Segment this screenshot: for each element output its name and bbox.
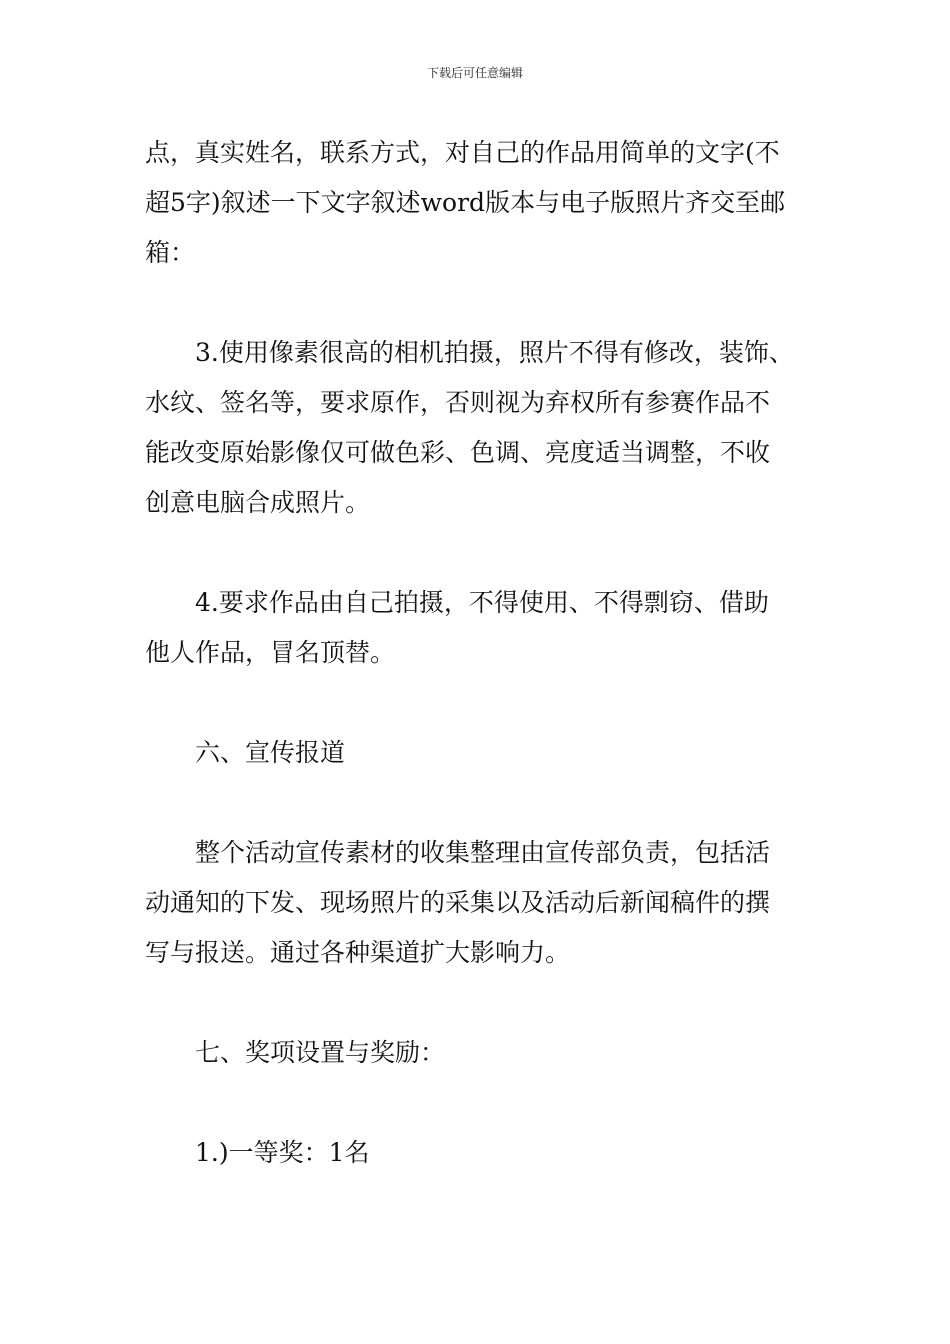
paragraph-gap bbox=[145, 1078, 815, 1128]
text-line: 箱： bbox=[145, 238, 196, 267]
paragraph bbox=[145, 328, 815, 528]
page-header: 下载后可任意编辑 bbox=[426, 66, 523, 80]
text-line: 能改变原始影像仅可做色彩、色调、亮度适当调整，不收 bbox=[145, 438, 771, 467]
paragraph bbox=[145, 578, 815, 678]
document-body bbox=[145, 128, 815, 1178]
paragraph bbox=[145, 128, 815, 278]
text-line: 整个活动宣传素材的收集整理由宣传部负责，包括活 bbox=[195, 838, 771, 867]
text-line: 超5字)叙述一下文字叙述word版本与电子版照片齐交至邮 bbox=[145, 188, 786, 217]
text-line: 1.)一等奖：1名 bbox=[195, 1138, 370, 1167]
paragraph-gap bbox=[145, 278, 815, 328]
text-line: 他人作品，冒名顶替。 bbox=[145, 638, 396, 667]
text-line: 3.使用像素很高的相机拍摄，照片不得有修改，装饰、 bbox=[195, 338, 794, 367]
section-heading bbox=[145, 728, 815, 778]
text-line: 4.要求作品由自己拍摄，不得使用、不得剽窃、借助 bbox=[195, 588, 769, 617]
heading-line: 六、宣传报道 bbox=[195, 738, 346, 767]
text-line: 写与报送。通过各种渠道扩大影响力。 bbox=[145, 938, 571, 967]
paragraph-gap bbox=[145, 528, 815, 578]
text-line: 动通知的下发、现场照片的采集以及活动后新闻稿件的撰 bbox=[145, 888, 771, 917]
paragraph-gap bbox=[145, 778, 815, 828]
text-line: 水纹、签名等，要求原作，否则视为弃权所有参赛作品不 bbox=[145, 388, 771, 417]
paragraph-gap bbox=[145, 978, 815, 1028]
text-line: 点，真实姓名，联系方式，对自己的作品用简单的文字(不 bbox=[145, 138, 780, 167]
section-heading bbox=[145, 1028, 815, 1078]
paragraph bbox=[145, 828, 815, 978]
heading-line: 七、奖项设置与奖励： bbox=[195, 1038, 446, 1067]
text-line: 创意电脑合成照片。 bbox=[145, 488, 371, 517]
list-item bbox=[145, 1128, 815, 1178]
paragraph-gap bbox=[145, 678, 815, 728]
